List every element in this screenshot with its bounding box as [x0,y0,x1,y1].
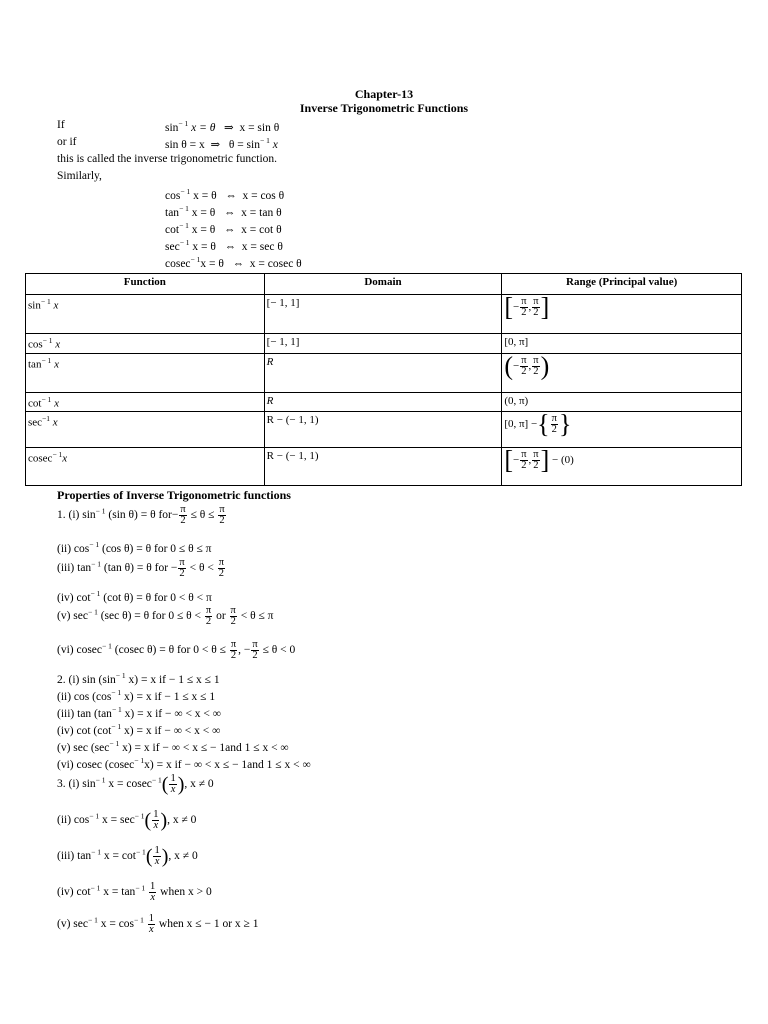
property-1-v: (v) $\sec^{- 1} (\sec$ θ) = θ for 0 ≤ θ < $\frac{\pi}{2}$ or $\frac{\pi}{2}$ < θ ≤ π [57,605,274,627]
property-3-i: 3. (i) $\sin^{- 1} x = cosec^{- 1}$( $\frac{1}{x}$ ), x ≠ 0 [57,773,214,796]
table-row [26,295,742,334]
property-2-iii: (iii) $\tan (\tan^{- 1}$ x) = x if − ∞ < x < ∞ [57,705,221,720]
orif-label: or if [57,136,77,148]
if-definition: $\sin^{- 1} x = \theta$ ⇒ x = sin θ [165,119,280,134]
property-1-iv: (iv) $\cot^{- 1} (\cot$ θ) = θ for 0 < θ < π [57,589,212,604]
table-row [26,353,742,392]
property-3-ii: (ii) $\cos^{- 1} x = \sec^{- 1}$( $\frac{1}{x}$ ), x ≠ 0 [57,809,197,832]
domain-cell: [− 1, 1] [264,334,502,354]
equivalence-row: $\cot^{- 1} x = \theta$ ⇔ x = cot θ [165,221,282,236]
equivalence-row: $\tan^{- 1} x = \theta$ ⇔ x = tan θ [165,204,282,219]
header-function: Function [26,274,265,295]
property-1-ii: (ii) $\cos^{- 1} (\cos$ θ) = θ for 0 ≤ θ ≤ π [57,540,212,555]
equivalence-row: $\cos^{- 1} x = \theta$ ⇔ x = cos θ [165,187,285,202]
chapter-label: Chapter-13 [354,87,414,101]
equivalence-row: $\sec^{- 1} x = \theta$ ⇔ x = sec θ [165,238,283,253]
property-3-iii: (iii) $\tan^{- 1} x = \cot^{- 1}$( $\frac{1}{x}$ ), x ≠ 0 [57,845,198,868]
table-row [26,392,742,412]
table-row [26,412,742,448]
property-3-iv: (iv) $\cot^{- 1} x = \tan^{- 1}$ $\frac{1}{x}$ when x > 0 [57,881,212,903]
property-2-v: (v) $\sec (\sec^{- 1}$ x) = x if − ∞ < x ≤ − 1and 1 ≤ x < ∞ [57,739,289,754]
called-text: this is called the inverse trigonometric function. [57,153,278,165]
domain-cell: R − (− 1, 1) [264,412,502,448]
range-cell: (0, π) [502,392,742,412]
if-label: If [57,119,65,131]
range-cell: [− $\frac{\pi}{2}$ , $\frac{\pi}{2}$ ] − (0) [502,448,742,486]
function-cell: $\sec^{-1} x$ [26,412,265,448]
orif-definition: sin θ = x ⇒ $\theta = \sin^{- 1} x$ [165,136,278,151]
domain-cell: R [264,353,502,392]
property-2-iv: (iv) $\cot (\cot^{- 1}$ x) = x if − ∞ < x < ∞ [57,722,221,737]
equivalence-row: cosec$^{- 1}$x = θ ⇔ x = cosec θ [165,255,302,270]
function-cell: cosec$^{- 1}$x [26,448,265,486]
domain-cell: R [264,392,502,412]
property-1-i: 1. (i) $\sin^{- 1} (\sin$ θ) = θ for− $\frac{\pi}{2}$ ≤ θ ≤ $\frac{\pi}{2}$ [57,504,225,526]
property-3-v: (v) $\sec^{- 1} x = \cos^{- 1}$ $\frac{1}{x}$ when x ≤ − 1 or x ≥ 1 [57,913,259,935]
page-title: Inverse Trigonometric Functions [299,101,469,115]
table-row [26,334,742,354]
similarly-text: Similarly, [57,170,102,182]
property-1-vi: (vi) cosec$^{- 1}$ (cosec θ) = θ for 0 < θ ≤ $\frac{\pi}{2}$ , − $\frac{\pi}{2}$ ≤ θ < 0 [57,639,296,661]
header-domain: Domain [264,274,502,295]
function-cell: $\cos^{- 1} x$ [26,334,265,354]
table-header-row [26,274,742,295]
function-cell: $\tan^{- 1} x$ [26,353,265,392]
domain-cell: [− 1, 1] [264,295,502,334]
domain-cell: R − (− 1, 1) [264,448,502,486]
function-cell: $\cot^{- 1} x$ [26,392,265,412]
range-cell: (− $\frac{\pi}{2}$ , $\frac{\pi}{2}$ ) [502,353,742,392]
range-cell: [− $\frac{\pi}{2}$ , $\frac{\pi}{2}$ ] [502,295,742,334]
table-row [26,448,742,486]
property-1-iii: (iii) $\tan^{- 1} (\tan$ θ) = θ for − $\frac{\pi}{2}$ < θ < $\frac{\pi}{2}$ [57,557,224,579]
properties-heading: Properties of Inverse Trigonometric functions [57,488,291,502]
property-2-ii: (ii) $\cos (\cos^{- 1}$ x) = x if − 1 ≤ x ≤ 1 [57,688,216,703]
header-range: Range (Principal value) [502,274,742,295]
property-2-i: 2. (i) $\sin (\sin^{- 1}$ x) = x if − 1 ≤ x ≤ 1 [57,671,220,686]
range-cell: [0, π] −{ $\frac{\pi}{2}$ } [502,412,742,448]
function-cell: $\sin^{- 1} x$ [26,295,265,334]
range-cell: [0, π] [502,334,742,354]
inverse-functions-table [25,273,742,486]
property-2-vi: (vi) cosec (cosec$^{- 1}$x) = x if − ∞ < x ≤ − 1and 1 ≤ x < ∞ [57,756,311,771]
